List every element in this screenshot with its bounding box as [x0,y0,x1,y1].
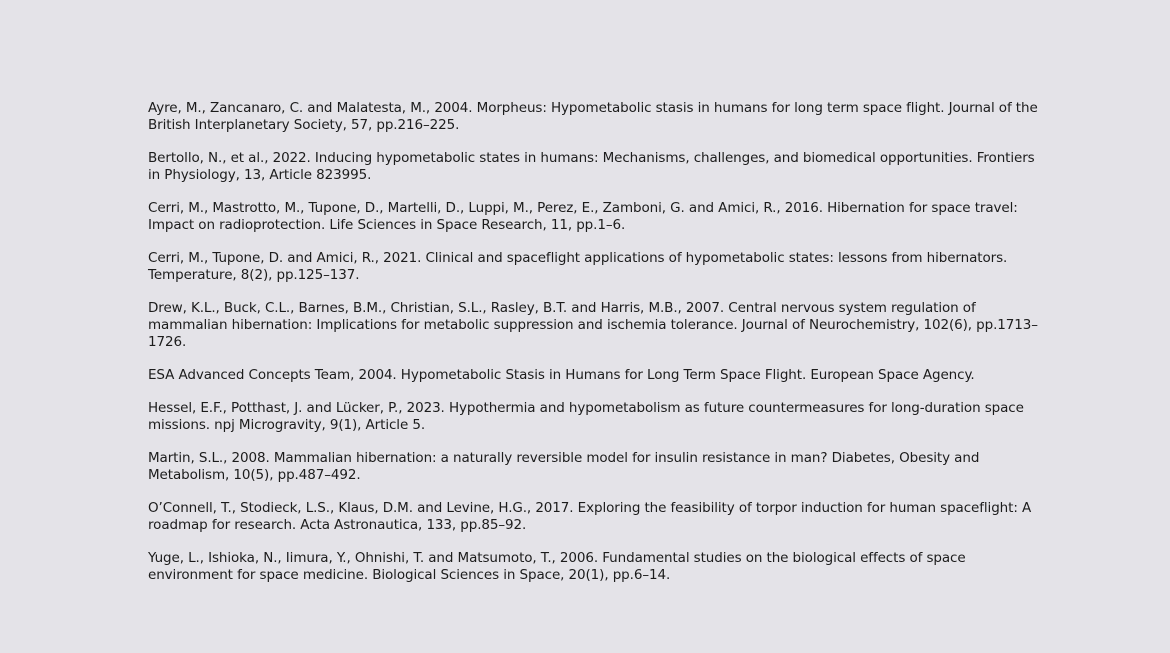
reference-list [148,100,1043,600]
reference-entry: Martin, S.L., 2008. Mammalian hibernation: a naturally reversible model for insulin resistance in man? Diabetes, Obesity and Metabolism, 10(5), pp.487–492. [148,450,980,483]
reference-entry: Yuge, L., Ishioka, N., Iimura, Y., Ohnishi, T. and Matsumoto, T., 2006. Fundamental studies on the biological effects of space environment for space medicine. Biological Sciences in Space, 20(1), pp.6–14. [148,550,966,583]
reference-entry: O’Connell, T., Stodieck, L.S., Klaus, D.M. and Levine, H.G., 2017. Exploring the feasibility of torpor induction for human spaceflight: A roadmap for research. Acta Astronautica, 133, pp.85–92. [148,500,1032,533]
reference-entry: Hessel, E.F., Potthast, J. and Lücker, P., 2023. Hypothermia and hypometabolism as future countermeasures for long-duration space missions. npj Microgravity, 9(1), Article 5. [148,400,1024,433]
reference-entry: Cerri, M., Mastrotto, M., Tupone, D., Martelli, D., Luppi, M., Perez, E., Zamboni, G. and Amici, R., 2016. Hibernation for space travel: Impact on radioprotection. Life Sciences in Space Research, 11, pp.1–6. [148,200,1018,233]
reference-entry: Ayre, M., Zancanaro, C. and Malatesta, M., 2004. Morpheus: Hypometabolic stasis in humans for long term space flight. Journal of the British Interplanetary Society, 57, pp.216–225. [148,100,1038,133]
reference-entry: Cerri, M., Tupone, D. and Amici, R., 2021. Clinical and spaceflight applications of hypometabolic states: lessons from hibernators. Temperature, 8(2), pp.125–137. [148,250,1008,283]
reference-entry: Bertollo, N., et al., 2022. Inducing hypometabolic states in humans: Mechanisms, challenges, and biomedical opportunities. Frontiers in Physiology, 13, Article 823995. [148,150,1035,183]
reference-entry: Drew, K.L., Buck, C.L., Barnes, B.M., Christian, S.L., Rasley, B.T. and Harris, M.B., 2007. Central nervous system regulation of mammalian hibernation: Implications for metabolic suppression and ischemia tolerance. Journal of Neurochemistry, 102(6), pp.1713–1726. [148,300,1038,350]
reference-entry: ESA Advanced Concepts Team, 2004. Hypometabolic Stasis in Humans for Long Term Space Flight. European Space Agency. [148,367,975,383]
